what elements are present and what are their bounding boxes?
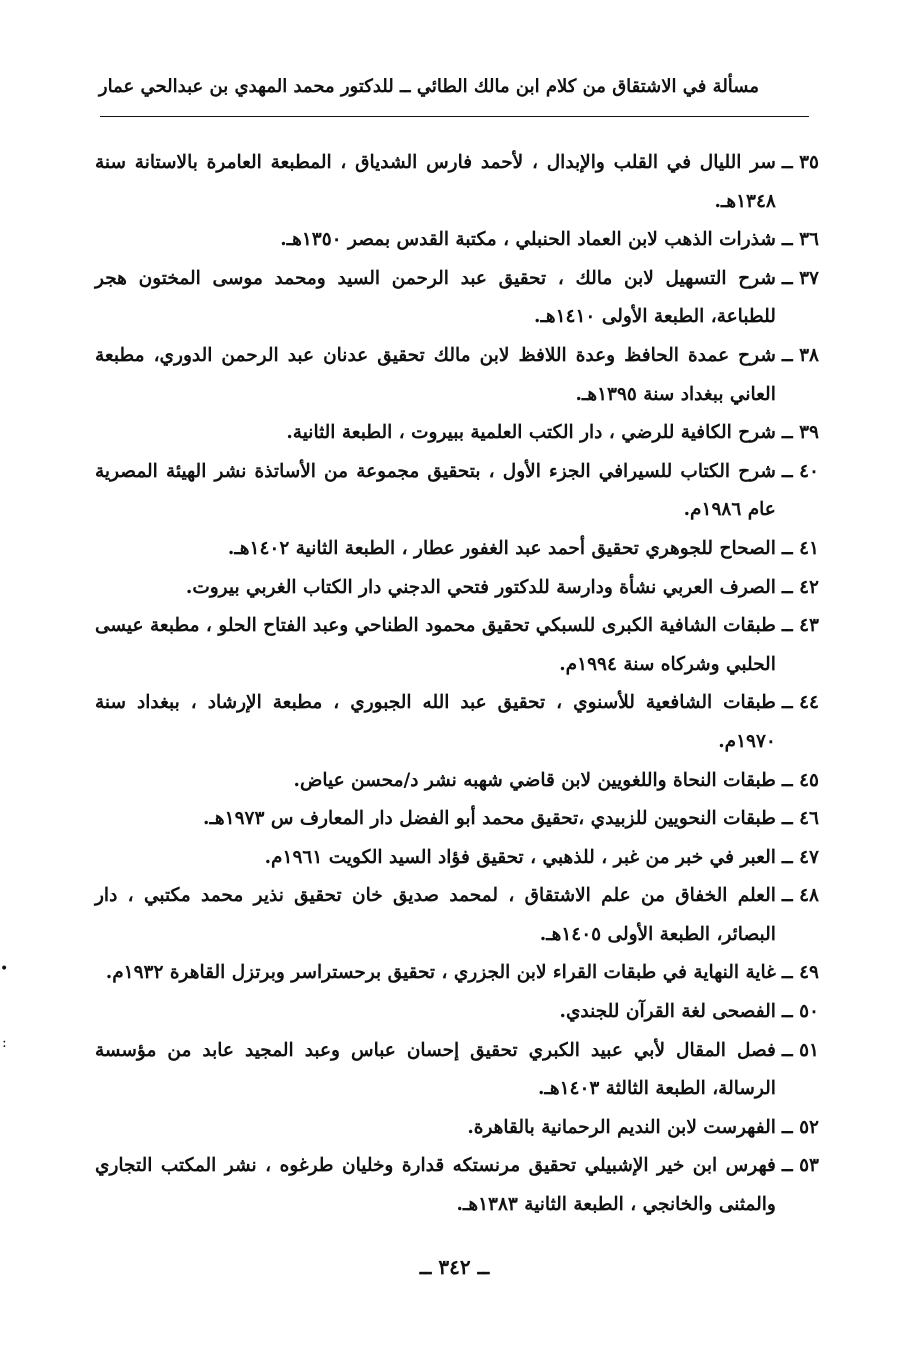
reference-number: ٥٠ ــ — [781, 1001, 819, 1023]
reference-number: ٣٩ ــ — [781, 422, 819, 444]
reference-text: الفصحى لغة القرآن للجندي. — [559, 1001, 776, 1023]
reference-item-43 — [95, 607, 819, 684]
reference-item-38 — [95, 337, 819, 414]
reference-item-46 — [95, 800, 819, 839]
reference-item-48 — [95, 877, 819, 954]
scan-speck: : — [2, 1035, 7, 1051]
reference-item-37 — [95, 260, 819, 337]
reference-number: ٣٥ ــ — [781, 152, 819, 173]
reference-item-44 — [95, 684, 819, 761]
reference-number: ٣٧ ــ — [781, 267, 819, 289]
reference-number: ٥١ ــ — [781, 1039, 819, 1061]
reference-item-49 — [95, 954, 819, 993]
reference-text: طبقات الشافية الكبرى للسبكي تحقيق محمود الطناحي وعبد الفتاح الحلو ، مطبعة عيسى الحلبي وشركاه سنة ١٩٩٤م. — [95, 615, 776, 675]
reference-text: شرح عمدة الحافظ وعدة اللافظ لابن مالك تحقيق عدنان عبد الرحمن الدوري، مطبعة العاني ببغداد سنة ١٣٩٥هـ. — [95, 344, 776, 405]
reference-number: ٤٧ ــ — [781, 846, 819, 868]
reference-text: غاية النهاية في طبقات القراء لابن الجزري ، تحقيق برحستراسر وبرتزل القاهرة ١٩٣٢م. — [105, 962, 776, 984]
running-header: مسألة في الاشتقاق من كلام ابن مالك الطائي ــ للدكتور محمد المهدي بن عبدالحي عمار — [98, 76, 759, 97]
reference-number: ٤١ ــ — [781, 537, 819, 559]
reference-text: الفهرست لابن النديم الرحمانية بالقاهرة. — [467, 1116, 776, 1138]
reference-item-52 — [95, 1109, 819, 1148]
reference-item-50 — [95, 993, 819, 1032]
reference-item-45 — [95, 762, 819, 801]
reference-text: شرح الكتاب للسيرافي الجزء الأول ، بتحقيق مجموعة من الأساتذة نشر الهيئة المصرية عام ١٩٨٦م. — [95, 460, 776, 521]
reference-item-42 — [95, 569, 819, 608]
reference-text: طبقات الشافعية للأسنوي ، تحقيق عبد الله الجبوري ، مطبعة الإرشاد ، ببغداد سنة ١٩٧٠م. — [95, 692, 776, 752]
scan-speck: • — [0, 961, 9, 977]
reference-text: الصحاح للجوهري تحقيق أحمد عبد الغفور عطار ، الطبعة الثانية ١٤٠٢هـ. — [227, 537, 776, 559]
reference-number: ٤٠ ــ — [781, 460, 819, 482]
reference-item-47 — [95, 839, 819, 878]
reference-number: ٤٤ ــ — [781, 692, 819, 714]
reference-text: فهرس ابن خير الإشبيلي تحقيق مرنستكه قدارة وخليان طرغوه ، نشر المكتب التجاري والمثنى والخانجي ، الطبعة الثانية ١٣٨٣هـ. — [95, 1155, 776, 1216]
reference-number: ٤٣ ــ — [781, 615, 819, 637]
reference-item-41 — [95, 530, 819, 569]
reference-number: ٤٩ ــ — [781, 962, 819, 984]
header-divider — [100, 116, 809, 117]
reference-item-39 — [95, 414, 819, 453]
reference-item-36 — [95, 221, 819, 260]
reference-text: سر الليال في القلب والإبدال ، لأحمد فارس الشدياق ، المطبعة العامرة بالاستانة سنة ١٣٤٨هـ. — [95, 152, 776, 212]
reference-item-35 — [95, 144, 819, 221]
reference-text: العلم الخفاق من علم الاشتقاق ، لمحمد صديق خان تحقيق نذير محمد مكتبي ، دار البصائر، الطبعة الأولى ١٤٠٥هـ. — [95, 885, 776, 945]
reference-text: الصرف العربي نشأة ودارسة للدكتور فتحي الدجني دار الكتاب الغربي بيروت. — [185, 576, 776, 598]
reference-number: ٤٦ ــ — [781, 808, 819, 830]
reference-number: ٥٣ ــ — [781, 1155, 819, 1177]
reference-number: ٥٢ ــ — [781, 1116, 819, 1138]
reference-item-40 — [95, 453, 819, 530]
reference-text: طبقات النحويين للزبيدي ،تحقيق محمد أبو الفضل دار المعارف س ١٩٧٣هـ. — [203, 808, 776, 830]
reference-text: العبر في خبر من غبر ، للذهبي ، تحقيق فؤاد السيد الكويت ١٩٦١م. — [264, 846, 776, 868]
reference-number: ٤٨ ــ — [781, 885, 819, 907]
reference-number: ٤٥ ــ — [781, 769, 819, 791]
reference-number: ٤٢ ــ — [781, 576, 819, 598]
reference-item-51 — [95, 1032, 819, 1109]
reference-text: شذرات الذهب لابن العماد الحنبلي ، مكتبة القدس بمصر ١٣٥٠هـ. — [280, 229, 776, 251]
reference-text: فصل المقال لأبي عبيد الكبري تحقيق إحسان عباس وعبد المجيد عابد من مؤسسة الرسالة، الطبعة الثالثة ١٤٠٣هـ. — [95, 1039, 776, 1100]
reference-text: شرح الكافية للرضي ، دار الكتب العلمية ببيروت ، الطبعة الثانية. — [286, 422, 776, 444]
reference-text: شرح التسهيل لابن مالك ، تحقيق عبد الرحمن السيد ومحمد موسى المختون هجر للطباعة، الطبعة الأولى ١٤١٠هـ. — [95, 267, 776, 328]
reference-item-53 — [95, 1147, 819, 1224]
reference-number: ٣٨ ــ — [781, 344, 819, 366]
page-number: ــ ٣٤٢ ــ — [419, 1255, 490, 1279]
reference-list — [95, 144, 819, 1225]
reference-number: ٣٦ ــ — [781, 229, 819, 251]
reference-text: طبقات النحاة واللغويين لابن قاضي شهبه نشر د/محسن عياض. — [293, 769, 776, 791]
